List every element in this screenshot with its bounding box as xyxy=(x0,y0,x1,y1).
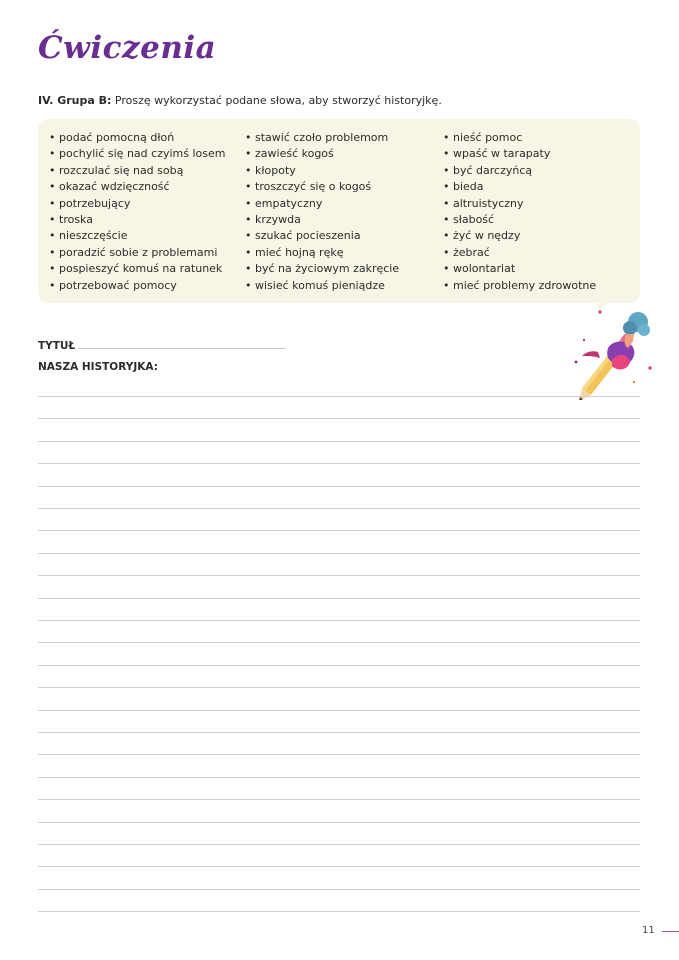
word-item: • pospieszyć komuś na ratunek xyxy=(49,261,225,277)
word-item: • empatyczny xyxy=(245,196,399,212)
writing-line[interactable] xyxy=(38,866,640,867)
word-item: • słabość xyxy=(443,212,596,228)
word-item: • troszczyć się o kogoś xyxy=(245,179,399,195)
exercise-instruction xyxy=(38,94,442,107)
story-label: NASZA HISTORYJKA: xyxy=(38,361,158,373)
word-item: • okazać wdzięczność xyxy=(49,179,225,195)
writing-line[interactable] xyxy=(38,508,640,509)
writing-line[interactable] xyxy=(38,911,640,912)
word-item: • pochylić się nad czyimś losem xyxy=(49,146,225,162)
writing-line[interactable] xyxy=(38,754,640,755)
word-item: • potrzebować pomocy xyxy=(49,278,225,294)
word-item: • troska xyxy=(49,212,225,228)
instruction-label: IV. Grupa B: xyxy=(38,94,112,107)
writing-line[interactable] xyxy=(38,732,640,733)
word-item: • żebrać xyxy=(443,245,596,261)
word-item: • być darczyńcą xyxy=(443,163,596,179)
writing-line[interactable] xyxy=(38,665,640,666)
word-column-2 xyxy=(245,130,399,294)
pencil-rocket-illustration xyxy=(564,300,664,400)
word-bank xyxy=(38,119,640,303)
word-item: • wisieć komuś pieniądze xyxy=(245,278,399,294)
writing-line[interactable] xyxy=(38,642,640,643)
word-item: • krzywda xyxy=(245,212,399,228)
word-item: • rozczulać się nad sobą xyxy=(49,163,225,179)
writing-line[interactable] xyxy=(38,822,640,823)
writing-line[interactable] xyxy=(38,620,640,621)
page-number: 11 xyxy=(642,925,655,936)
writing-line[interactable] xyxy=(38,396,640,397)
word-item: • mieć problemy zdrowotne xyxy=(443,278,596,294)
word-item: • potrzebujący xyxy=(49,196,225,212)
writing-line[interactable] xyxy=(38,530,640,531)
word-item: • stawić czoło problemom xyxy=(245,130,399,146)
word-column-3 xyxy=(443,130,596,294)
word-item: • kłopoty xyxy=(245,163,399,179)
word-column-1 xyxy=(49,130,225,294)
title-label: TYTUŁ xyxy=(38,340,76,352)
writing-line[interactable] xyxy=(38,777,640,778)
page-title: Ćwiczenia xyxy=(38,30,217,66)
title-input-line[interactable] xyxy=(78,348,285,349)
word-item: • być na życiowym zakręcie xyxy=(245,261,399,277)
word-item: • altruistyczny xyxy=(443,196,596,212)
writing-line[interactable] xyxy=(38,463,640,464)
writing-line[interactable] xyxy=(38,844,640,845)
writing-line[interactable] xyxy=(38,441,640,442)
writing-line[interactable] xyxy=(38,575,640,576)
word-item: • wpaść w tarapaty xyxy=(443,146,596,162)
word-item: • nieść pomoc xyxy=(443,130,596,146)
writing-line[interactable] xyxy=(38,710,640,711)
word-item: • szukać pocieszenia xyxy=(245,228,399,244)
word-item: • żyć w nędzy xyxy=(443,228,596,244)
instruction-text: Proszę wykorzystać podane słowa, aby stworzyć historyjkę. xyxy=(111,94,442,107)
writing-line[interactable] xyxy=(38,553,640,554)
word-item: • bieda xyxy=(443,179,596,195)
word-item: • zawieść kogoś xyxy=(245,146,399,162)
writing-line[interactable] xyxy=(38,598,640,599)
word-item: • podać pomocną dłoń xyxy=(49,130,225,146)
word-item: • nieszczęście xyxy=(49,228,225,244)
word-item: • poradzić sobie z problemami xyxy=(49,245,225,261)
writing-line[interactable] xyxy=(38,687,640,688)
word-item: • wolontariat xyxy=(443,261,596,277)
writing-line[interactable] xyxy=(38,889,640,890)
writing-line[interactable] xyxy=(38,486,640,487)
writing-line[interactable] xyxy=(38,799,640,800)
writing-line[interactable] xyxy=(38,418,640,419)
page-number-accent xyxy=(662,931,679,932)
word-item: • mieć hojną rękę xyxy=(245,245,399,261)
